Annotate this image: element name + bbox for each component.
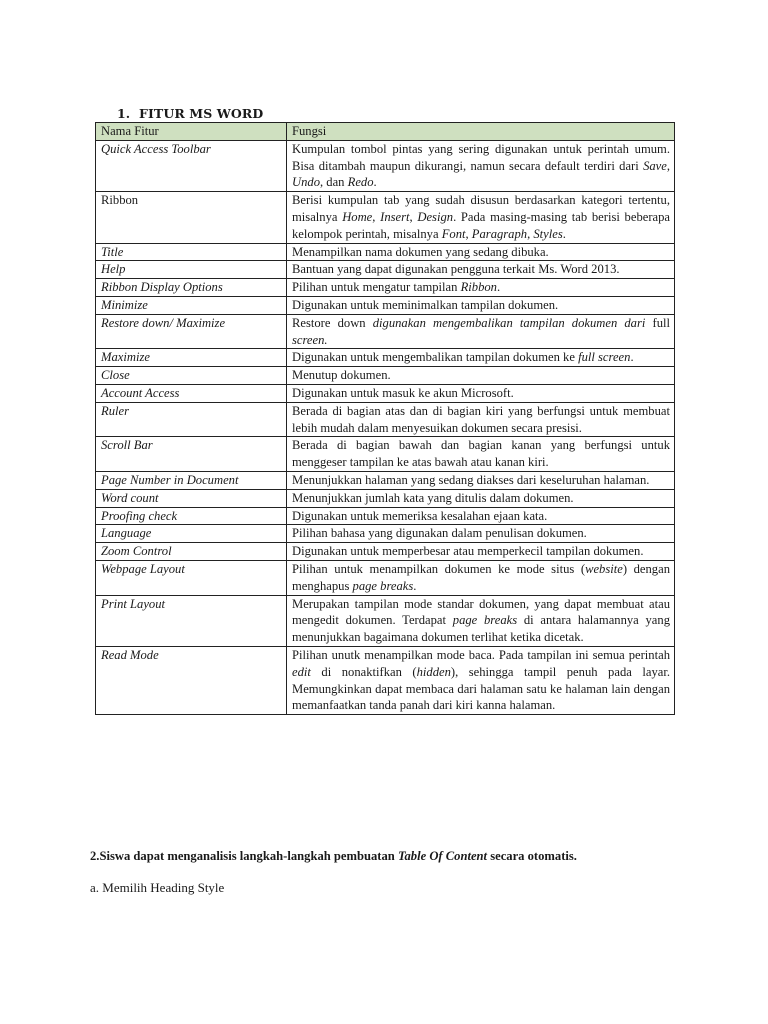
section-2-text-italic: Table Of Content xyxy=(397,849,488,863)
feature-name: Zoom Control xyxy=(96,543,287,561)
function-text: , xyxy=(409,209,418,224)
table-row xyxy=(96,646,675,714)
feature-name: Print Layout xyxy=(96,595,287,646)
table-row xyxy=(96,402,675,437)
feature-function: Menutup dokumen. xyxy=(287,367,675,385)
function-text: . xyxy=(630,350,634,365)
table-row xyxy=(96,279,675,297)
italic-term: digunakan mengembalikan tampilan dokumen dari xyxy=(365,315,653,330)
function-text: . xyxy=(373,175,377,190)
function-text: Pilihan untuk mengatur tampilan xyxy=(292,280,461,295)
feature-name: Language xyxy=(96,525,287,543)
feature-function xyxy=(287,140,675,191)
italic-term: Design xyxy=(417,209,454,224)
table-row xyxy=(96,243,675,261)
feature-name: Page Number in Document xyxy=(96,471,287,489)
italic-term: Paragraph xyxy=(471,226,528,241)
features-table xyxy=(95,122,675,715)
function-text: , xyxy=(666,158,670,173)
function-text: full xyxy=(652,315,671,330)
feature-function xyxy=(287,595,675,646)
italic-term: website xyxy=(585,561,623,576)
table-row xyxy=(96,349,675,367)
function-text: Digunakan untuk mengembalikan tampilan dokumen ke xyxy=(292,350,579,365)
feature-name: Word count xyxy=(96,489,287,507)
italic-term: Redo xyxy=(347,175,374,190)
table-body xyxy=(96,140,675,714)
table-row xyxy=(96,367,675,385)
italic-term: Undo xyxy=(292,175,320,190)
table-row xyxy=(96,525,675,543)
table-row xyxy=(96,507,675,525)
feature-function: Digunakan untuk memeriksa kesalahan ejaan kata. xyxy=(287,507,675,525)
function-text: Berisi kumpulan tab yang sudah disusun berdasarkan kategori tertentu, misalnya xyxy=(292,193,670,224)
section-2-text-end: secara otomatis. xyxy=(487,849,577,863)
function-text: . xyxy=(562,226,566,241)
feature-name: Scroll Bar xyxy=(96,437,287,472)
column-header-fungsi: Fungsi xyxy=(287,123,675,141)
feature-function: Digunakan untuk masuk ke akun Microsoft. xyxy=(287,384,675,402)
section-1-number: 1. xyxy=(117,106,131,121)
italic-term: hidden xyxy=(416,664,451,679)
feature-name: Ribbon xyxy=(96,192,287,243)
table-row xyxy=(96,140,675,191)
function-text: , dan xyxy=(320,175,348,190)
table-row xyxy=(96,384,675,402)
feature-name: Close xyxy=(96,367,287,385)
function-text: . xyxy=(413,578,417,593)
function-text: , xyxy=(527,226,534,241)
feature-function xyxy=(287,279,675,297)
italic-term: Home xyxy=(342,209,373,224)
function-text: Restore down xyxy=(292,315,366,330)
italic-term: screen. xyxy=(292,332,328,347)
feature-name: Read Mode xyxy=(96,646,287,714)
feature-function xyxy=(287,314,675,349)
section-1-title: FITUR MS WORD xyxy=(139,106,264,121)
column-header-nama-fitur: Nama Fitur xyxy=(96,123,287,141)
italic-term: edit xyxy=(292,664,311,679)
italic-term: Insert xyxy=(380,209,410,224)
function-text: Pilihan untuk menampilkan dokumen ke mode situs ( xyxy=(292,561,586,576)
section-1-heading xyxy=(117,106,263,121)
feature-name: Ruler xyxy=(96,402,287,437)
feature-function xyxy=(287,646,675,714)
italic-term: full screen xyxy=(578,350,631,365)
function-text: , xyxy=(465,226,472,241)
feature-name: Title xyxy=(96,243,287,261)
function-text: Kumpulan tombol pintas yang sering digunakan untuk perintah umum. Bisa ditambah maupun dikurangi, namun secara default terdiri dari xyxy=(292,141,670,173)
feature-function: Pilihan bahasa yang digunakan dalam penulisan dokumen. xyxy=(287,525,675,543)
function-text: Merupakan tampilan mode standar dokumen, yang dapat membuat atau mengedit dokumen. Terdapat xyxy=(292,596,670,628)
feature-name: Minimize xyxy=(96,296,287,314)
italic-term: Save xyxy=(643,158,667,173)
feature-name: Webpage Layout xyxy=(96,560,287,595)
function-text: ), sehingga tampil penuh pada layar. Memungkinkan dapat membaca dari halaman satu ke halaman lain dengan memanfaatkan tanda panah dari kiri kanna halaman. xyxy=(292,664,670,713)
section-2-text-start: 2.Siswa dapat menganalisis langkah-langkah pembuatan xyxy=(90,849,398,863)
feature-name: Account Access xyxy=(96,384,287,402)
feature-name: Proofing check xyxy=(96,507,287,525)
italic-term: page breaks xyxy=(352,578,414,593)
table-row xyxy=(96,471,675,489)
table-row xyxy=(96,595,675,646)
function-text: . Pada masing-masing tab berisi beberapa kelompok perintah, misalnya xyxy=(292,209,670,241)
feature-function: Digunakan untuk meminimalkan tampilan dokumen. xyxy=(287,296,675,314)
feature-function xyxy=(287,192,675,243)
feature-function xyxy=(287,560,675,595)
feature-function: Digunakan untuk memperbesar atau memperkecil tampilan dokumen. xyxy=(287,543,675,561)
feature-function: Menunjukkan jumlah kata yang ditulis dalam dokumen. xyxy=(287,489,675,507)
function-text: . xyxy=(496,280,501,295)
table-row xyxy=(96,296,675,314)
function-text: , xyxy=(372,209,381,224)
table-row xyxy=(96,437,675,472)
function-text: ) dengan menghapus xyxy=(292,561,670,593)
function-text: di antara halamannya yang menunjukkan bagaimana dokumen terlihat ketika dicetak. xyxy=(292,613,670,645)
feature-name: Restore down/ Maximize xyxy=(96,314,287,349)
feature-function: Menunjukkan halaman yang sedang diakses dari keseluruhan halaman. xyxy=(287,471,675,489)
italic-term: page breaks xyxy=(452,613,518,628)
italic-term: Styles xyxy=(533,226,563,241)
item-a-text: a. Memilih Heading Style xyxy=(90,880,225,895)
table-header-row xyxy=(96,123,675,141)
table-row xyxy=(96,261,675,279)
feature-function: Bantuan yang dapat digunakan pengguna terkait Ms. Word 2013. xyxy=(287,261,675,279)
table-row xyxy=(96,489,675,507)
table-row xyxy=(96,560,675,595)
feature-name: Maximize xyxy=(96,349,287,367)
function-text: Pilihan unutk menampilkan mode baca. Pada tampilan ini semua perintah xyxy=(292,647,670,662)
feature-function: Berada di bagian atas dan di bagian kiri yang berfungsi untuk membuat lebih mudah dalam menyesuikan dokumen secara presisi. xyxy=(287,402,675,437)
section-2-heading xyxy=(90,848,674,865)
table-row xyxy=(96,543,675,561)
feature-name: Quick Access Toolbar xyxy=(96,140,287,191)
feature-function xyxy=(287,349,675,367)
function-text: di nonaktifkan ( xyxy=(310,664,417,679)
feature-function: Berada di bagian bawah dan bagian kanan yang berfungsi untuk menggeser tampilan ke atas bawah atau kanan kiri. xyxy=(287,437,675,472)
table-row xyxy=(96,192,675,243)
italic-term: Font xyxy=(441,226,466,241)
feature-name: Help xyxy=(96,261,287,279)
italic-term: Ribbon xyxy=(460,280,497,295)
feature-name: Ribbon Display Options xyxy=(96,279,287,297)
table-row xyxy=(96,314,675,349)
feature-function: Menampilkan nama dokumen yang sedang dibuka. xyxy=(287,243,675,261)
